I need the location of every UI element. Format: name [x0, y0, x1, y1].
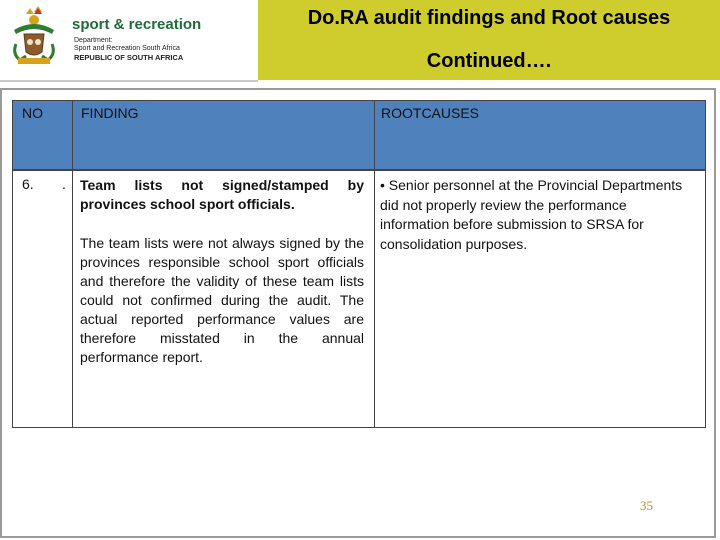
department-name: Sport and Recreation South Africa: [74, 45, 180, 52]
country-name: REPUBLIC OF SOUTH AFRICA: [74, 53, 184, 62]
table-border-bottom: [12, 427, 706, 428]
page-number: 35: [640, 498, 653, 513]
rootcause-text: • Senior personnel at the Provincial Departments did not properly review the performance information before submission to SRSA for consolidation purposes.: [380, 177, 683, 252]
slide-title: Do.RA audit findings and Root causes: [307, 7, 671, 29]
logo-area: [0, 0, 258, 82]
department-label: Department:: [74, 37, 113, 44]
coat-of-arms-icon: [8, 4, 60, 66]
column-divider: [374, 100, 375, 428]
row-divider: [12, 170, 706, 171]
column-divider: [72, 100, 73, 428]
header-rootcauses: ROOTCAUSES: [381, 105, 480, 121]
slide-subtitle: Continued….: [426, 50, 552, 72]
brand-name: sport & recreation: [72, 16, 202, 33]
finding-detail: The team lists were not always signed by the provinces responsible school sport officials and therefore the validity of these team lists could not confirmed during the audit. The actual reported performance values are therefore misstated in the annual performance report.: [80, 235, 364, 365]
table-border-left: [12, 100, 13, 428]
title-banner: [258, 0, 720, 80]
row-marker: .: [62, 176, 66, 192]
row-number: 6.: [22, 176, 34, 192]
table-border-right: [705, 100, 706, 428]
header-finding: FINDING: [81, 105, 139, 121]
finding-summary: Team lists not signed/stamped by provinces school sport officials.: [80, 177, 364, 212]
header-no: NO: [22, 105, 43, 121]
